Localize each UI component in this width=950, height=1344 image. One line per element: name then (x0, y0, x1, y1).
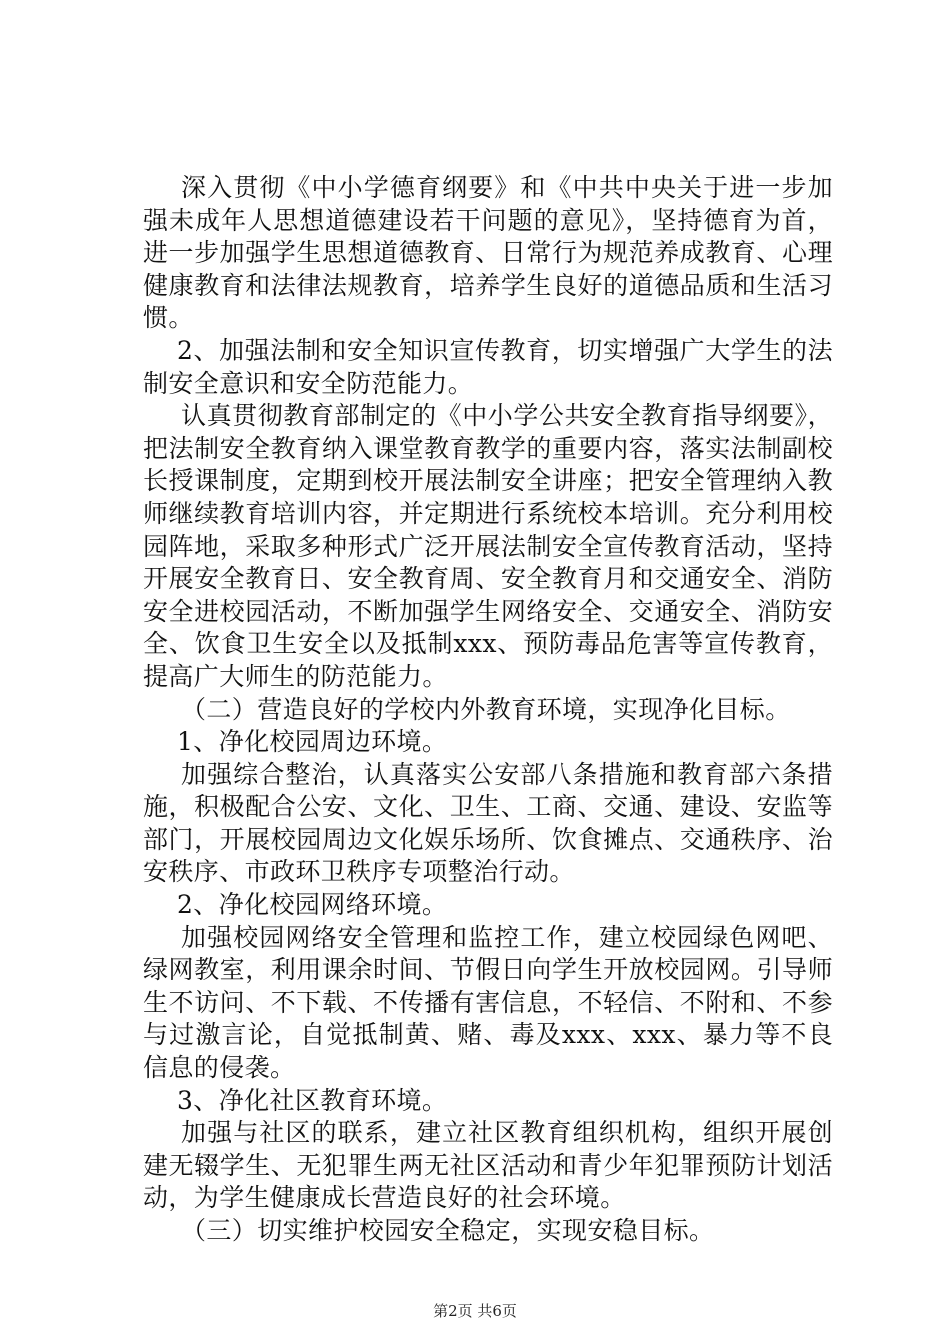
document-body (143, 172, 833, 1248)
paragraph-community: 加强与社区的联系，建立社区教育组织机构，组织开展创建无辍学生、无犯罪生两无社区活动和青少年犯罪预防计划活动，为学生健康成长营造良好的社会环境。 (143, 1118, 833, 1213)
page-number-footer: 第2页 共6页 (433, 1302, 517, 1320)
paragraph-campus-surroundings: 加强综合整治，认真落实公安部八条措施和教育部六条措施，积极配合公安、文化、卫生、工商、交通、建设、安监等部门，开展校园周边文化娱乐场所、饮食摊点、交通秩序、治安秩序、市政环卫秩序专项整治行动。 (143, 759, 833, 887)
paragraph-legal-safety-details: 认真贯彻教育部制定的《中小学公共安全教育指导纲要》，把法制安全教育纳入课堂教育教学的重要内容，落实法制副校长授课制度，定期到校开展法制安全讲座；把安全管理纳入教师继续教育培训内容，并定期进行系统校本培训。充分利用校园阵地，采取多种形式广泛开展法制安全宣传教育活动，坚持开展安全教育日、安全教育周、安全教育月和交通安全、消防安全进校园活动，不断加强学生网络安全、交通安全、消防安全、饮食卫生安全以及抵制xxx、预防毒品危害等宣传教育，提高广大师生的防范能力。 (143, 401, 833, 691)
paragraph-network: 加强校园网络安全管理和监控工作，建立校园绿色网吧、绿网教室，利用课余时间、节假日向学生开放校园网。引导师生不访问、不下载、不传播有害信息，不轻信、不附和、不参与过激言论，自觉抵制黄、赌、毒及xxx、xxx、暴力等不良信息的侵袭。 (143, 922, 833, 1083)
heading-purify-community: 3、净化社区教育环境。 (177, 1085, 448, 1115)
section-heading-campus-security: （三）切实维护校园安全稳定，实现安稳目标。 (181, 1216, 715, 1245)
heading-legal-safety-education: 2、加强法制和安全知识宣传教育，切实增强广大学生的法制安全意识和安全防范能力。 (143, 335, 833, 398)
heading-purify-network: 2、净化校园网络环境。 (177, 890, 448, 920)
paragraph-moral-education: 深入贯彻《中小学德育纲要》和《中共中央关于进一步加强未成年人思想道德建设若干问题的意见》，坚持德育为首，进一步加强学生思想道德教育、日常行为规范养成教育、心理健康教育和法律法规教育，培养学生良好的道德品质和生活习惯。 (143, 173, 833, 333)
heading-purify-campus-surroundings: 1、净化校园周边环境。 (177, 727, 448, 757)
section-heading-purify-environment: （二）营造良好的学校内外教育环境，实现净化目标。 (181, 694, 791, 724)
